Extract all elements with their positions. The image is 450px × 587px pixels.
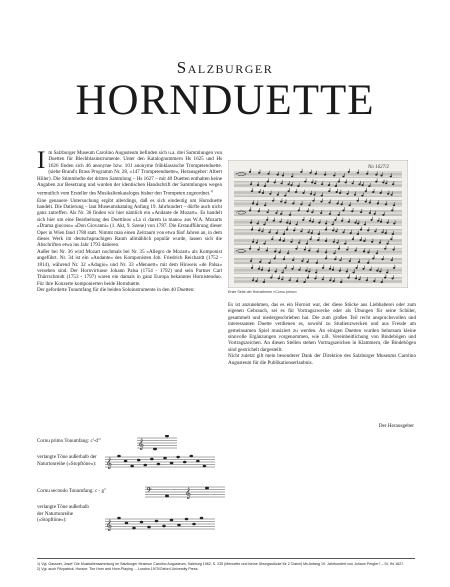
primo-range-label: Cornu primo Tonumfang: c'-d'''	[37, 438, 101, 444]
right-paragraph-1: Es ist anzunehmen, das es ein Hornist war, der diese Stücke aus Liebhaberei oder zum eigenen Gebrauch, sei es für Vortragszwecke oder als Übungen für seine Schüler, gesammelt und niedergeschrieben hat. Die zum großen Teil recht anspruchsvollen und interessanten Duette verdienen es, sowohl zu Studienzwecken und aus Freude am gemeinsamen Spiel musiziert zu werden. An einigen Duetten wurden behutsam kleine sinnvolle Ergänzungen vorgenommen, wie z.B. Vereinheitlichung von Bindebögen und Vortragszeichen. An diesen Stellen stehen Vortragszeichen in Klammern, die Bindebögen sind gestrichelt dargestellt.	[228, 302, 416, 353]
paragraph-3: Außer bei Nr. 36 wird Mozart nochmals bei Nr. 35 »Allegro de Mozart« als Komponist angeführt. Nr. 34 ist ein »Andante« des Komponisten Joh. Friedrich Reichardt (1752 - 1814), während Nr. 32 »Adagio« und Nr. 33 »Menuett« mit dem Hinweis »de Palsa« versehen sind. Der Hornvirtuose Johann Palsa (1754 - 1792) und sein Partner Carl Thürrschmidt (1753 - 1797) waren ein damals in ganz Europa bekanntes Hornistenduo. Für ihre Konzerte komponierten beide Hornduette.	[37, 248, 222, 287]
svg-text:𝄞: 𝄞	[106, 458, 112, 469]
svg-text:𝄢: 𝄢	[146, 486, 152, 496]
svg-text:𝄞: 𝄞	[138, 439, 144, 450]
right-column	[228, 302, 416, 442]
paragraph-1: m Salzburger Museum Carolino Augusteum befinden sich u.a. drei Sammlungen von Duetten für Blechblasinstrumente. Unter den Katalognummern Hs 1625 und Hs 1626 finden sich 46 anonyme bzw. 101 anonyme frühklassische Trompetenduette. (siehe Brand's Brass Programm Nr. 28, »147 Trompetenduette«, Herausgeber: Albert Hiller). Die Stimmhefte der dritten Sammlung – Hs 1627 – mit 40 Duetten enthalten keine Angaben zur Besetzung und wurden der identischen Handschrift der Sammlungen wegen vermutlich vom Ersteller des Musikalienkataloges bisher den Trompeten zugeordnet.$^{1)}$	[37, 150, 222, 198]
footnote-ref: 1)	[210, 189, 214, 194]
svg-text:𝄞: 𝄞	[185, 488, 191, 499]
primo-stopped-notes-staff	[105, 454, 215, 470]
svg-text:𝄞: 𝄞	[106, 520, 112, 531]
secondo-range-label: Cornu secondo Tonumfang: c - g''	[37, 488, 106, 494]
primo-stopped-notes-label: verlangte Töne außerhalb der Naturtonreihe (»Stopftöne«):	[37, 454, 97, 467]
manuscript-number: No 1627/2	[368, 165, 389, 170]
left-column	[37, 150, 222, 412]
primo-range-staff	[137, 435, 177, 451]
article-title: HORNDUETTE	[75, 77, 375, 124]
figure-caption: Erste Seite der Hornstimme »Cornu primo«	[228, 290, 297, 294]
paragraph-4: Der geforderte Tonumfang für die beiden Soloinstrumente in den 40 Duetten:	[37, 287, 195, 294]
secondo-stopped-notes-label: verlangte Töne außerhalb der Naturtonreihe (»Stopftöne«):	[37, 504, 89, 524]
drop-cap: I	[37, 150, 46, 174]
article-subtitle: Salzburger	[176, 58, 274, 77]
range-examples	[37, 438, 227, 548]
right-paragraph-2: Nicht zuletzt gilt mein besonderer Dank der Direktion des Salzburger Museums Carolino Augusteum für die Publikationserlaubnis.	[228, 353, 416, 366]
paragraph-2: Eine genauere Untersuchung ergibt allerdings, daß es sich eindeutig um Hornduette handelt. Die Datierung – laut Museumskatalog Anfang 19. Jahrhundert – dürfte auch nicht ganz zutreffen. Als Nr. 36 finden wir hier nämlich ein »Andante de Mozart«. Es handelt sich hier um eine Bearbeitung des Duettinos »La ci darem la mano« aus W.A. Mozarts »Drama giocoso« »Don Giovanni« (1. Akt, 9. Szene) von 1787. Die Erstaufführung dieser Oper in Wien fand 1788 statt. Nimmt man einen Zeitraum von etwa fünf Jahren an, in dem dieses Werk im deutschsprachigen Raum allmählich populär wurde, lassen sich die Abschriften etwa ins Jahr 1793 datieren.	[37, 197, 222, 249]
footnote-1: 1) Vgl. Gassner, Josef: Die Musikaliensammlung im Salzburger Museum Carolino Augusteum, Salzburg 1962, S. 235 (Menuette und kleine Übungsstücke für 2 Clarini) Ms Anfang 19. Jahrhundert von Johann Pergler? – St. Hs 1627.	[37, 562, 405, 566]
secondo-range-staff	[145, 484, 225, 500]
footnotes	[37, 558, 415, 572]
secondo-stopped-notes-staff	[105, 516, 215, 532]
signature: Der Herausgeber	[378, 423, 414, 429]
manuscript-image	[228, 160, 408, 288]
footnote-2: 2) Vgl. auch Fitzpatrick, Horace: The Horn and Horn-Playing ... London 1970/Oxford University Press.	[37, 567, 199, 571]
